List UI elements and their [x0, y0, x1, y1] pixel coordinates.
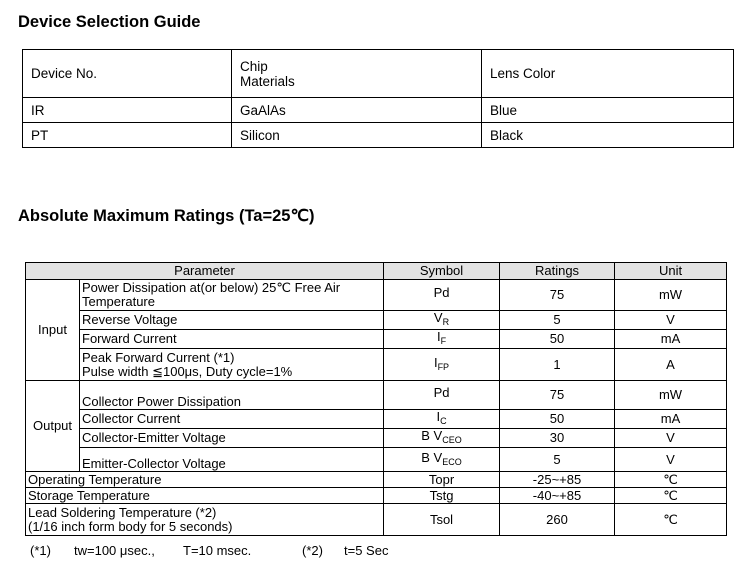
footnote-1-period: T=10 msec.: [183, 543, 252, 558]
symbol: Pd: [433, 285, 450, 300]
symbol-cell: [384, 311, 500, 330]
rating-cell: -25~+85: [500, 472, 615, 488]
param-cell: Forward Current: [80, 330, 384, 349]
param-cell: [26, 504, 384, 536]
symbol: Pd: [433, 385, 450, 400]
unit-cell: ℃: [615, 488, 727, 504]
table-row: [23, 123, 734, 148]
table-row: [23, 98, 734, 123]
device-selection-title: Device Selection Guide: [18, 13, 201, 31]
absolute-max-ratings-table: [25, 262, 727, 536]
symbol-cell: [384, 429, 500, 448]
unit-cell: V: [615, 311, 727, 330]
symbol: I: [436, 329, 441, 344]
symbol-subscript: ECO: [442, 456, 462, 467]
symbol-cell: [384, 488, 500, 504]
rating-cell: 75: [500, 381, 615, 410]
unit-cell: ℃: [615, 472, 727, 488]
device-selection-table: [22, 49, 734, 148]
symbol: B V: [421, 428, 443, 443]
symbol-cell: [384, 381, 500, 410]
param-cell: Collector Power Dissipation: [80, 381, 384, 410]
param-cell: [80, 349, 384, 381]
table-row: [26, 429, 727, 448]
header-parameter: Parameter: [26, 263, 384, 280]
table-header-row: [26, 263, 727, 280]
lens-color: Black: [482, 123, 734, 148]
header-materials: Materials: [240, 73, 295, 89]
rating-cell: 75: [500, 280, 615, 311]
symbol: Tstg: [429, 487, 454, 503]
symbol: I: [436, 409, 441, 424]
chip-material: GaAlAs: [232, 98, 482, 123]
symbol-subscript: R: [442, 317, 450, 327]
footnote-1-pulse-width: tw=100 μsec.,: [74, 543, 155, 558]
header-ratings: Ratings: [500, 263, 615, 280]
param-line: Pulse width ≦100μs, Duty cycle=1%: [82, 363, 293, 379]
unit-cell: mA: [615, 330, 727, 349]
param-cell: Collector Current: [80, 410, 384, 429]
symbol: B V: [421, 449, 443, 465]
symbol: I: [433, 354, 438, 370]
symbol-subscript: FP: [437, 361, 450, 372]
param-cell: Storage Temperature: [26, 488, 384, 504]
rating-cell: -40~+85: [500, 488, 615, 504]
symbol-cell: [384, 448, 500, 472]
unit-cell: mW: [615, 381, 727, 410]
header-chip: Chip: [240, 58, 268, 74]
rating-cell: 50: [500, 410, 615, 429]
symbol-subscript: CEO: [442, 435, 462, 445]
table-header-row: [23, 50, 734, 98]
group-input: Input: [26, 280, 80, 381]
table-row: [26, 330, 727, 349]
device-no: IR: [23, 98, 232, 123]
symbol: Topr: [428, 471, 455, 487]
symbol-cell: [384, 504, 500, 536]
rating-cell: 30: [500, 429, 615, 448]
header-symbol: Symbol: [384, 263, 500, 280]
param-line: Lead Soldering Temperature (*2): [28, 504, 217, 520]
param-cell: [80, 280, 384, 311]
rating-cell: 5: [500, 448, 615, 472]
rating-cell: 1: [500, 349, 615, 381]
header-chip-materials: [232, 50, 482, 98]
symbol: V: [433, 310, 443, 325]
symbol-cell: [384, 410, 500, 429]
table-row: [26, 311, 727, 330]
rating-cell: 50: [500, 330, 615, 349]
param-cell: Emitter-Collector Voltage: [80, 448, 384, 472]
chip-material: Silicon: [232, 123, 482, 148]
symbol-subscript: F: [440, 336, 447, 346]
table-row: [26, 381, 727, 410]
rating-cell: 260: [500, 504, 615, 536]
param-cell: Collector-Emitter Voltage: [80, 429, 384, 448]
footnote-2-label: (*2): [302, 543, 323, 558]
symbol-cell: [384, 349, 500, 381]
param-line: Peak Forward Current (*1): [82, 349, 235, 365]
symbol-subscript: C: [440, 416, 447, 426]
rating-cell: 5: [500, 311, 615, 330]
footnote-1-label: (*1): [30, 543, 51, 558]
header-lens-color: Lens Color: [482, 50, 734, 98]
unit-cell: V: [615, 448, 727, 472]
unit-cell: mA: [615, 410, 727, 429]
unit-cell: V: [615, 429, 727, 448]
param-line: Power Dissipation at(or below) 25℃ Free Air: [82, 280, 341, 295]
param-cell: Reverse Voltage: [80, 311, 384, 330]
unit-cell: mW: [615, 280, 727, 311]
table-row: [26, 488, 727, 504]
table-row: [26, 349, 727, 381]
param-line: Temperature: [82, 294, 155, 309]
lens-color: Blue: [482, 98, 734, 123]
symbol-cell: [384, 330, 500, 349]
footnote-2-time: t=5 Sec: [344, 543, 389, 558]
table-row: [26, 472, 727, 488]
table-row: [26, 448, 727, 472]
absolute-max-ratings-title: Absolute Maximum Ratings (Ta=25℃): [18, 207, 315, 225]
header-unit: Unit: [615, 263, 727, 280]
symbol-cell: [384, 472, 500, 488]
symbol-cell: [384, 280, 500, 311]
group-output: Output: [26, 381, 80, 472]
table-row: [26, 504, 727, 536]
table-row: [26, 410, 727, 429]
unit-cell: A: [615, 349, 727, 381]
table-row: [26, 280, 727, 311]
header-device-no: Device No.: [23, 50, 232, 98]
device-no: PT: [23, 123, 232, 148]
unit-cell: ℃: [615, 504, 727, 536]
symbol: Tsol: [429, 511, 454, 527]
param-line: (1/16 inch form body for 5 seconds): [28, 518, 233, 534]
param-cell: Operating Temperature: [26, 472, 384, 488]
